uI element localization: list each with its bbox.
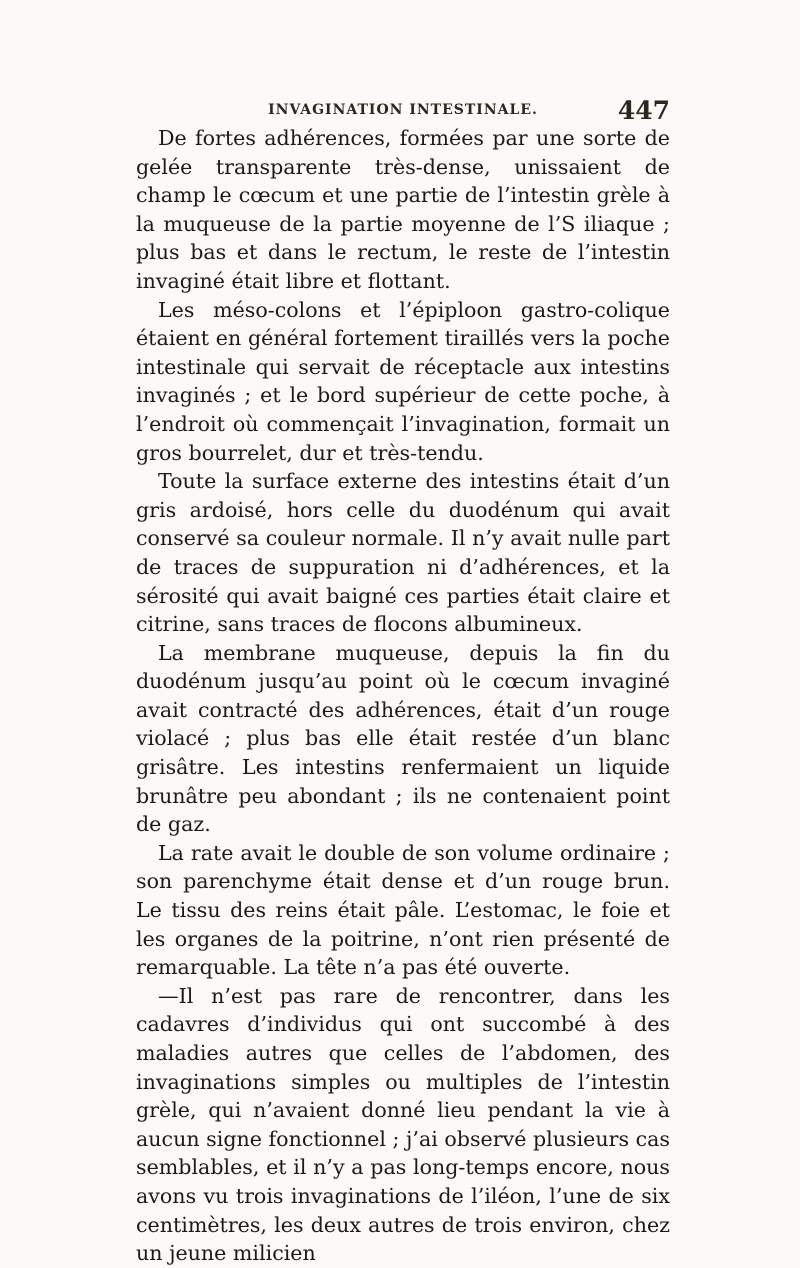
paragraph-meso-colons: Les méso-colons et l’épiploon gastro-colique étaient en général fortement tiraillés vers la poche intestinale qui servait de réceptacle aux intestins invaginés ; et le bord supérieur de cette poche, à l’endroit où commençait l’invagination, formait un gros bourrelet, dur et très-tendu.	[136, 297, 670, 465]
paragraph-invaginations: —Il n’est pas rare de rencontrer, dans les cadavres d’individus qui ont succombé à des maladies autres que celles de l’abdomen, des invaginations simples ou multiples de l’intestin grèle, qui n’avaient donné lieu pendant la vie à aucun signe fonctionnel ; j’ai observé plusieurs cas semblables, et il n’y a pas long-temps encore, nous avons vu trois invaginations de l’iléon, l’une de six centimètres, les deux autres de trois environ, chez un jeune milicien	[136, 983, 670, 1266]
running-head: INVAGINATION INTESTINALE.	[268, 102, 538, 118]
page-number: 447	[617, 96, 670, 125]
paragraph-adherences: De fortes adhérences, formées par une sorte de gelée transparente très-dense, unissaient de champ le cœcum et une partie de l’intestin grèle à la muqueuse de la partie moyenne de l’S iliaque ; plus bas et dans le rectum, le reste de l’intestin invaginé était libre et flottant.	[136, 126, 670, 293]
body-text	[136, 124, 670, 1268]
paragraph-surface-externe: Toute la surface externe des intestins était d’un gris ardoisé, hors celle du duodénum qui avait conservé sa couleur normale. Il n’y avait nulle part de traces de suppuration ni d’adhérences, et la sérosité qui avait baigné ces parties était claire et citrine, sans traces de flocons albumineux.	[136, 469, 670, 637]
paragraph-rate: La rate avait le double de son volume ordinaire ; son parenchyme était dense et d’un rouge brun. Le tissu des reins était pâle. L’estomac, le foie et les organes de la poitrine, n’ont rien présenté de remarquable. La tête n’a pas été ouverte.	[136, 840, 670, 980]
paragraph-membrane-muqueuse: La membrane muqueuse, depuis la fin du duodénum jusqu’au point où le cœcum invaginé avait contracté des adhérences, était d’un rouge violacé ; plus bas elle était restée d’un blanc grisâtre. Les intestins renfermaient un liquide brunâtre peu abondant ; ils ne contenaient point de gaz.	[136, 640, 670, 837]
